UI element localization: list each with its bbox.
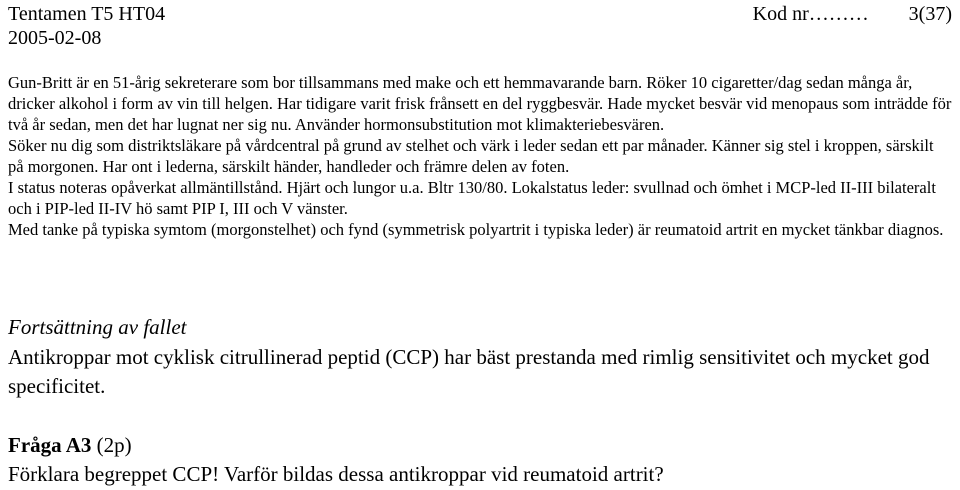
- case-paragraph: Gun-Britt är en 51-årig sekreterare som bor tillsammans med make och ett hemmavarande barn. Röker 10 cigaretter/dag sedan många år, dricker alkohol i form av vin till helgen. Har tidigare varit frisk frånsett en del ryggbesvär. Hade mycket besvär vid menopaus som inträdde för två år sedan, men det har lugnat ner sig nu. Använder hormonsubstitution mot klimakteriebesvären.: [8, 73, 952, 134]
- case-description: [8, 72, 952, 240]
- exam-date: 2005-02-08: [8, 27, 102, 49]
- header-left: [8, 2, 165, 50]
- header-right: [753, 2, 952, 26]
- code-number: Kod nr………: [752, 3, 869, 25]
- continuation-title: Fortsättning av fallet: [8, 315, 187, 339]
- continuation-text: Antikroppar mot cyklisk citrullinerad peptid (CCP) har bäst prestanda med rimlig sensitivitet och mycket god specificitet.: [8, 345, 930, 398]
- case-paragraph: I status noteras opåverkat allmäntillstånd. Hjärt och lungor u.a. Bltr 130/80. Lokalstatus leder: svullnad och ömhet i MCP-led II-III bilateralt och i PIP-led II-IV hö samt PIP I, III och V vänster.: [8, 178, 936, 218]
- question-label: Fråga A3: [8, 433, 92, 457]
- exam-title: Tentamen T5 HT04: [8, 3, 166, 25]
- question-points: (2p): [91, 433, 132, 457]
- document-page: [8, 0, 952, 486]
- case-paragraph: Söker nu dig som distriktsläkare på vårdcentral på grund av stelhet och värk i leder sedan ett par månader. Känner sig stel i kroppen, särskilt på morgonen. Har ont i lederna, särskilt händer, handleder och främre delen av foten.: [8, 136, 934, 176]
- case-paragraph: Med tanke på typiska symtom (morgonstelhet) och fynd (symmetrisk polyartrit i typiska leder) är reumatoid artrit en mycket tänkbar diagnos.: [8, 220, 944, 239]
- question-heading: [8, 432, 132, 458]
- question-text: Förklara begreppet CCP! Varför bildas dessa antikroppar vid reumatoid artrit?: [8, 462, 664, 486]
- page-header: [8, 0, 952, 48]
- page-number: 3(37): [908, 3, 952, 25]
